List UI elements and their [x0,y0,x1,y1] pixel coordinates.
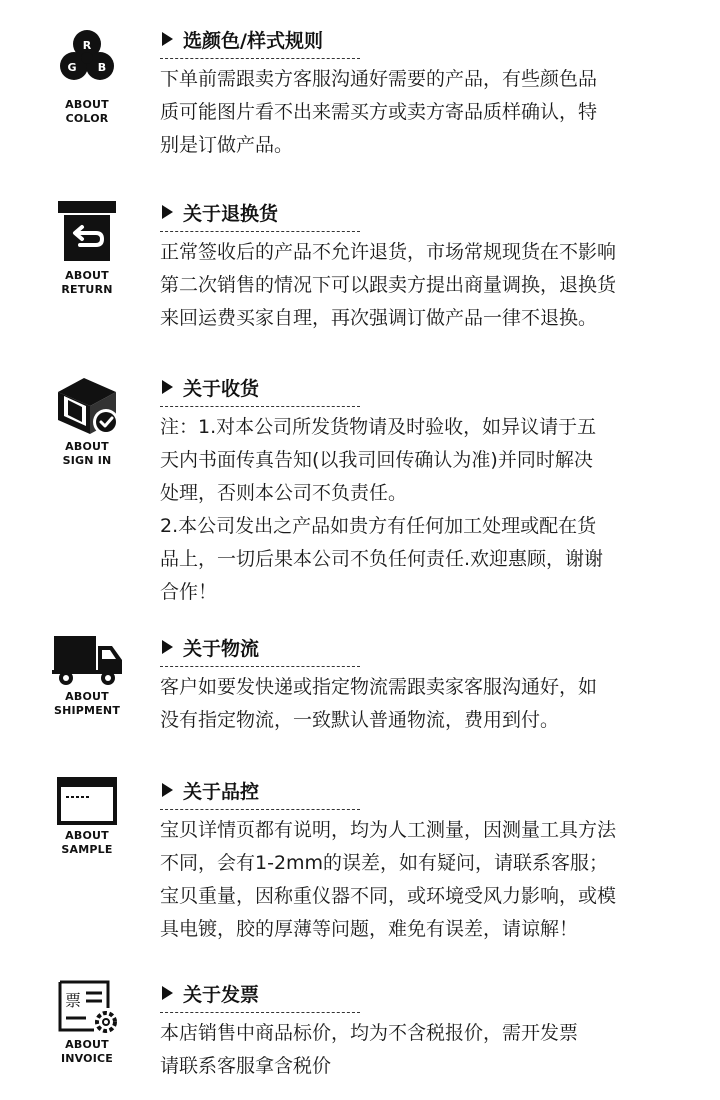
sample-icon-block [50,775,124,857]
icon-label-return [50,269,124,297]
package-check-icon [50,370,124,438]
icon-label-line2: SAMPLE [61,843,113,856]
section-heading [160,980,690,1006]
icon-label-line1: ABOUT [65,98,109,111]
dashed-divider [160,406,360,407]
section-heading [160,26,690,52]
icon-label-sample [50,829,124,857]
card-sample-icon [50,775,124,827]
icon-label-invoice [50,1038,124,1066]
triangle-bullet-icon [162,640,173,654]
icon-label-line2: INVOICE [60,1052,114,1065]
shipment-text-block [160,634,690,737]
sign-in-icon-block [50,370,124,468]
icon-label-line1: ABOUT [65,829,109,842]
section-title: 关于品控 [183,780,260,803]
section-body: 宝贝详情页都有说明，均为人工测量，因测量工具方法 不同，会有1-2mm的误差，如有疑问，请联系客服； 宝贝重量，因称重仪器不同，或环境受风力影响，或模 具电镀，胶的厚薄等问题，难免有误差，请谅解！ [160,819,617,940]
section-title: 关于物流 [183,637,260,660]
rgb-letter-r: R [82,39,92,52]
section-body: 下单前需跟卖方客服沟通好需要的产品，有些颜色品 质可能图片看不出来需买方或卖方寄品质样确认，特 别是订做产品。 [160,68,598,156]
section-heading [160,199,690,225]
section-heading [160,777,690,803]
icon-label-shipment [50,690,124,718]
section-body: 客户如要发快递或指定物流需跟卖家客服沟通好，如 没有指定物流，一致默认普通物流，费用到付。 [160,676,598,731]
dashed-divider [160,1012,360,1013]
icon-label-line2: SHIPMENT [53,704,121,717]
icon-label-sign-in [50,440,124,468]
section-title: 选颜色/样式规则 [183,29,323,52]
truck-icon [50,632,124,688]
rgb-letter-b: B [97,61,107,74]
triangle-bullet-icon [162,205,173,219]
sign-in-text-block [160,374,690,609]
section-title: 关于发票 [183,983,260,1006]
invoice-icon-block [50,978,124,1066]
section-body: 正常签收后的产品不允许退货，市场常规现货在不影响 第二次销售的情况下可以跟卖方提出商量调换，退换货 来回运费买家自理，再次强调订做产品一律不退换。 [160,241,617,329]
return-icon-block [50,199,124,297]
section-body: 注：1.对本公司所发货物请及时验收，如异议请于五 天内书面传真告知(以我司回传确认为准)并同时解决 处理，否则本公司不负责任。 2.本公司发出之产品如贵方有任何加工处理或配在货 品上，一切后果本公司不负任何责任.欢迎惠顾，谢谢 合作！ [160,416,604,603]
return-text-block [160,199,690,335]
invoice-char: 票 [64,991,82,1010]
triangle-bullet-icon [162,380,173,394]
icon-label-line2: SIGN IN [62,454,112,467]
rgb-circles-icon [50,28,124,96]
dashed-divider [160,58,360,59]
invoice-text-block [160,980,690,1083]
section-heading [160,634,690,660]
icon-label-color [50,98,124,126]
triangle-bullet-icon [162,32,173,46]
section-body: 本店销售中商品标价，均为不含税报价，需开发票 请联系客服拿含税价 [160,1022,579,1077]
icon-label-line2: COLOR [65,112,109,125]
rgb-letter-g: G [67,61,77,74]
color-text-block [160,26,690,162]
section-heading [160,374,690,400]
return-box-icon [50,199,124,267]
section-title: 关于退换货 [183,202,279,225]
icon-label-line1: ABOUT [65,269,109,282]
dashed-divider [160,809,360,810]
sample-text-block [160,777,690,946]
icon-label-line1: ABOUT [65,690,109,703]
dashed-divider [160,231,360,232]
icon-label-line2: RETURN [61,283,113,296]
invoice-gear-icon [50,978,124,1036]
icon-label-line1: ABOUT [65,1038,109,1051]
triangle-bullet-icon [162,783,173,797]
icon-label-line1: ABOUT [65,440,109,453]
dashed-divider [160,666,360,667]
shipment-icon-block [50,632,124,718]
triangle-bullet-icon [162,986,173,1000]
color-icon-block [50,28,124,126]
section-title: 关于收货 [183,377,260,400]
